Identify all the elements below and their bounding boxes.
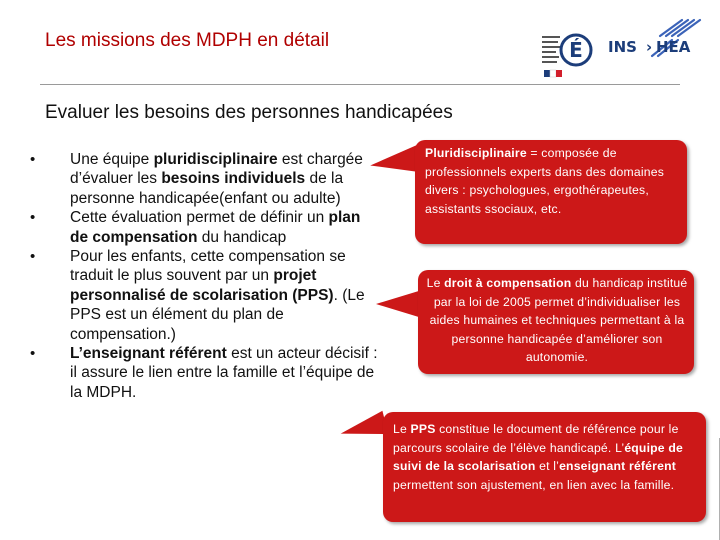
svg-text:É: É: [569, 38, 583, 62]
bold-text: pluridisciplinaire: [153, 151, 278, 168]
bold-text: plan de compensation: [70, 209, 361, 246]
bullet-item: [30, 150, 382, 208]
bold-text: Pluridisciplinaire: [425, 146, 527, 160]
ins-hea-logo: [602, 18, 706, 78]
svg-text:INS: INS: [608, 38, 637, 56]
text-run: du handicap: [197, 228, 287, 246]
bold-text: enseignant référent: [559, 459, 676, 474]
bullet-item: [30, 344, 382, 402]
bold-text: PPS: [410, 422, 436, 436]
bold-text: projet personnalisé de scolarisation (PPS): [70, 267, 334, 304]
ministry-education-logo: [538, 24, 594, 80]
text-run: . (Le PPS est un élément du plan de compensation.): [70, 286, 365, 343]
text-run: Une équipe: [70, 151, 154, 168]
bullet-list: [30, 150, 382, 402]
callout-pointer: [368, 145, 421, 180]
callout-pluridisciplinaire: [415, 140, 687, 244]
text-run: est chargée d’évaluer les: [70, 151, 363, 188]
svg-text:HEA: HEA: [656, 38, 691, 56]
callout-pps: [383, 412, 706, 522]
callout-droit-compensation: [418, 270, 694, 374]
text-run: est un acteur décisif : il assure le lien entre la famille et l’équipe de la MDPH.: [70, 345, 378, 401]
text-run: du handicap institué par la loi de 2005 permet d’individualiser les aides humaines et techniques permettant à la personne handicapée d’améliorer son autonomie.: [429, 276, 688, 365]
callout-pointer: [376, 290, 422, 318]
bold-text: besoins individuels: [161, 170, 306, 188]
text-run: Cette évaluation permet de définir un: [70, 209, 329, 227]
text-run: Le: [393, 422, 411, 436]
bold-text: équipe de suivi de la scolarisation: [393, 440, 683, 474]
text-run: constitue le document de référence pour le parcours scolaire de l’élève handicapé. L’: [393, 422, 679, 455]
text-run: de la personne handicapée(enfant ou adulte): [70, 170, 344, 207]
text-run: et l’: [535, 459, 560, 474]
text-run: Pour les enfants, cette compensation se traduit le plus souvent par un: [70, 248, 346, 285]
logo-area: [538, 18, 706, 78]
text-run: permettent son ajustement, en lien avec la famille.: [393, 477, 675, 492]
callout-pointer: [338, 411, 388, 445]
bullet-item: [30, 247, 382, 344]
slide-title: Les missions des MDPH en détail: [45, 30, 330, 51]
text-run: = composée de professionnels experts dans des domaines divers : psychologues, ergothérapeutes, assistants ssociaux, etc.: [425, 146, 665, 216]
bold-text: L’enseignant référent: [70, 345, 227, 363]
section-title: Evaluer les besoins des personnes handicapées: [45, 102, 453, 123]
header-divider: [40, 84, 680, 85]
text-run: Le: [426, 276, 445, 290]
bullet-item: [30, 208, 382, 247]
svg-text:›: ›: [646, 38, 653, 56]
bold-text: droit à compensation: [444, 276, 572, 290]
